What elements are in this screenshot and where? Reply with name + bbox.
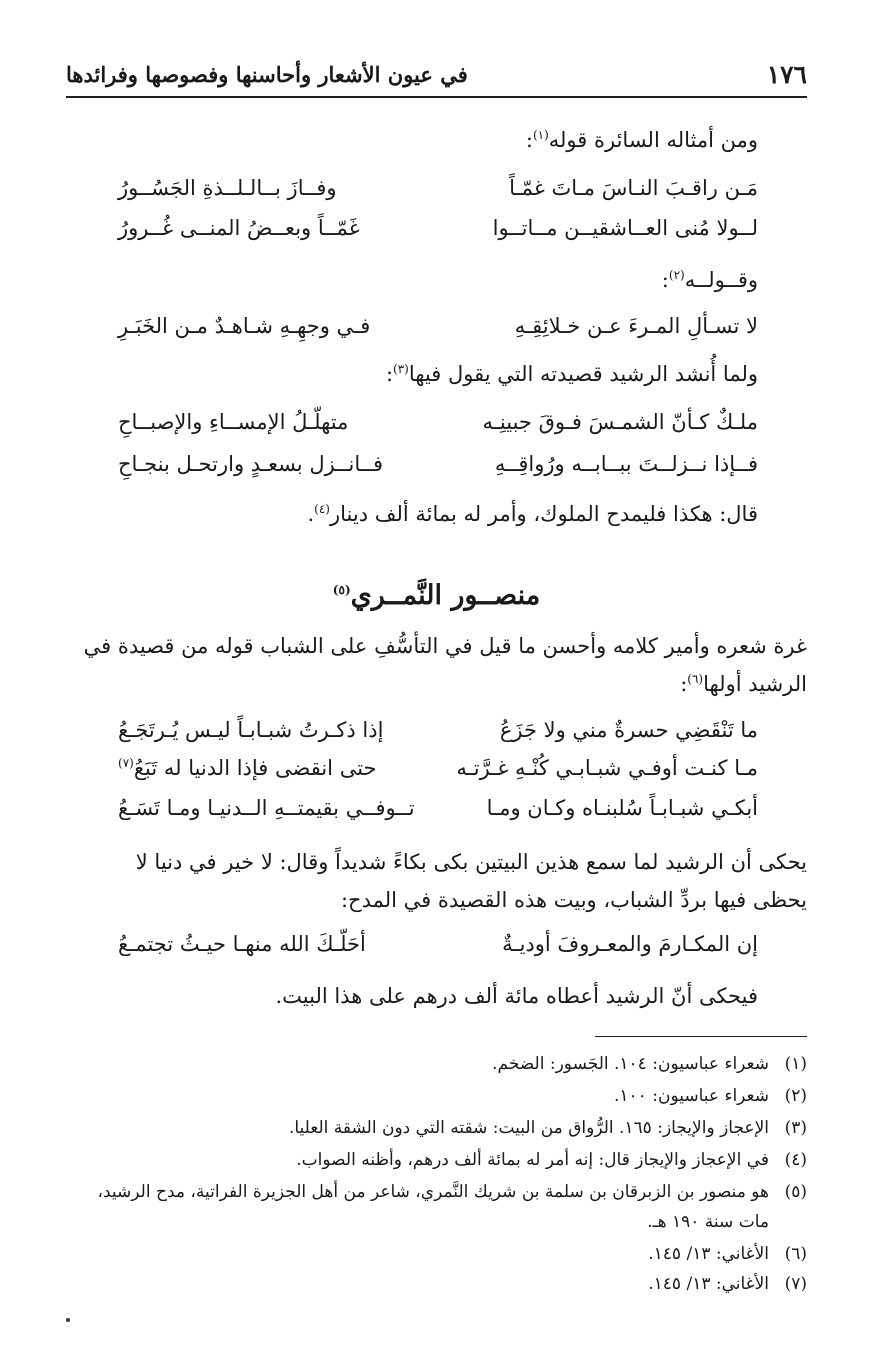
header-rule <box>66 96 807 98</box>
verse-8-hemistich-2: تــوفــي بقيمتــهِ الــدنيـا ومـا تَسَـعُ <box>118 796 415 820</box>
paragraph-1-line-2: الرشيد أولها$^{(٦)}$: <box>680 672 807 696</box>
verse-4-hemistich-2: متهلّـلُ الإمســاءِ والإصبــاحِ <box>118 410 349 434</box>
verse-6-hemistich-2: إذا ذكـرتُ شبـابـاً ليـس يُـرتَجَـعُ <box>118 718 384 742</box>
footnote-7: (٧)الأغاني: ١٣/ ١٤٥. <box>648 1274 807 1294</box>
page-speck <box>66 1318 70 1322</box>
verse-8-hemistich-1: أبكـي شبـابـاً سُلبنـاه وكـان ومـا <box>486 796 758 820</box>
verse-4-hemistich-1: ملـكٌ كـأنّ الشمـسَ فـوقَ جبينِـه <box>482 410 758 434</box>
verse-1-hemistich-2: وفــازَ بــالـلــذةِ الجَسُــورُ <box>118 176 337 200</box>
verse-8 <box>118 796 758 828</box>
verse-9-hemistich-2: أحَلّـكَ الله منهـا حيـثُ تجتمـعُ <box>118 932 366 956</box>
intro-line-1: ومن أمثاله السائرة قوله$^{(١)}$: <box>525 128 758 152</box>
verse-2 <box>118 216 758 248</box>
paragraph-1-line-1: غرة شعره وأمير كلامه وأحسن ما قيل في التأسُّفِ على الشباب قوله من قصيدة في <box>83 634 807 658</box>
paragraph-3: فيحكى أنّ الرشيد أعطاه مائة ألف درهم على هذا البيت. <box>275 984 758 1008</box>
verse-9 <box>118 932 758 964</box>
intro-line-2: وقــولــه$^{(٢)}$: <box>661 268 758 292</box>
verse-7-hemistich-2: حتى انقضى فإذا الدنيا له تَبَعُ$^{(٧)}$ <box>118 756 377 780</box>
verse-6 <box>118 718 758 750</box>
intro-line-3: ولما أُنشد الرشيد قصيدته التي يقول فيها$^{(٣)}$: <box>385 362 758 386</box>
verse-1 <box>118 176 758 208</box>
verse-6-hemistich-1: ما تَنْقَضِي حسرةٌ مني ولا جَزَعُ <box>499 718 758 742</box>
verse-2-hemistich-1: لــولا مُنى العــاشقيــن مــاتــوا <box>492 216 758 240</box>
verse-5-hemistich-1: فــإذا نــزلــتَ ببــابــه ورُواقِــهِ <box>494 452 758 476</box>
verse-3-hemistich-1: لا تسـألِ المـرءَ عـن خـلائِقِـهِ <box>514 314 758 338</box>
paragraph-2-line-2: يحظى فيها بردِّ الشباب، وبيت هذه القصيدة في المدح: <box>340 888 807 912</box>
page-header <box>66 60 807 94</box>
verse-3 <box>118 314 758 346</box>
verse-5-hemistich-2: فــانــزل بسعـدٍ وارتحـل بنجـاحِ <box>118 452 384 476</box>
verse-9-hemistich-1: إن المكـارمَ والمعـروفَ أوديـةٌ <box>502 932 758 956</box>
verse-2-hemistich-2: غَمّــاً وبعــضُ المنــى غُــرورُ <box>118 216 360 240</box>
footnote-6: (٦)الأغاني: ١٣/ ١٤٥. <box>648 1244 807 1264</box>
footnote-4: (٤)في الإعجاز والإيجاز قال: إنه أمر له بمائة ألف درهم، وأظنه الصواب. <box>296 1150 807 1170</box>
verse-7 <box>118 756 758 788</box>
verse-3-hemistich-2: فـي وجهِـهِ شـاهـدٌ مـن الخَبَـرِ <box>118 314 371 338</box>
footnote-1: (١)شعراء عباسيون: ١٠٤. الجَسور: الضخم. <box>492 1054 807 1074</box>
verse-5 <box>118 452 758 484</box>
section-title: منصــور النَّمــري$^{(٥)}$ <box>332 580 541 611</box>
verse-1-hemistich-1: مَـن راقـبَ النـاسَ مـاتَ غمّـاً <box>509 176 758 200</box>
paragraph-2-line-1: يحكى أن الرشيد لما سمع هذين البيتين بكى بكاءً شديداً وقال: لا خير في دنيا لا <box>135 850 807 874</box>
page-number: ١٧٦ <box>766 60 807 89</box>
footnote-rule <box>595 1036 807 1037</box>
verse-4 <box>118 410 758 442</box>
verse-7-hemistich-1: مـا كنـت أوفـي شبـابـي كُنْـهِ غـرَّتـه <box>456 756 758 780</box>
footnote-5: (٥)هو منصور بن الزبرقان بن سلمة بن شريك النَّمري، شاعر من أهل الجزيرة الفراتية، مدح الرشيد، <box>97 1182 807 1202</box>
footnote-3: (٣)الإعجاز والإيجاز: ١٦٥. الرُّواق من البيت: شقته التي دون الشقة العليا. <box>288 1118 807 1138</box>
said-line: قال: هكذا فليمدح الملوك، وأمر له بمائة ألف دينار$^{(٤)}$. <box>307 502 758 526</box>
running-title: في عيون الأشعار وأحاسنها وفصوصها وفرائدها <box>66 62 468 87</box>
footnote-2: (٢)شعراء عباسيون: ١٠٠. <box>614 1086 807 1106</box>
footnote-5-continuation: مات سنة ١٩٠ هـ. <box>647 1212 769 1232</box>
